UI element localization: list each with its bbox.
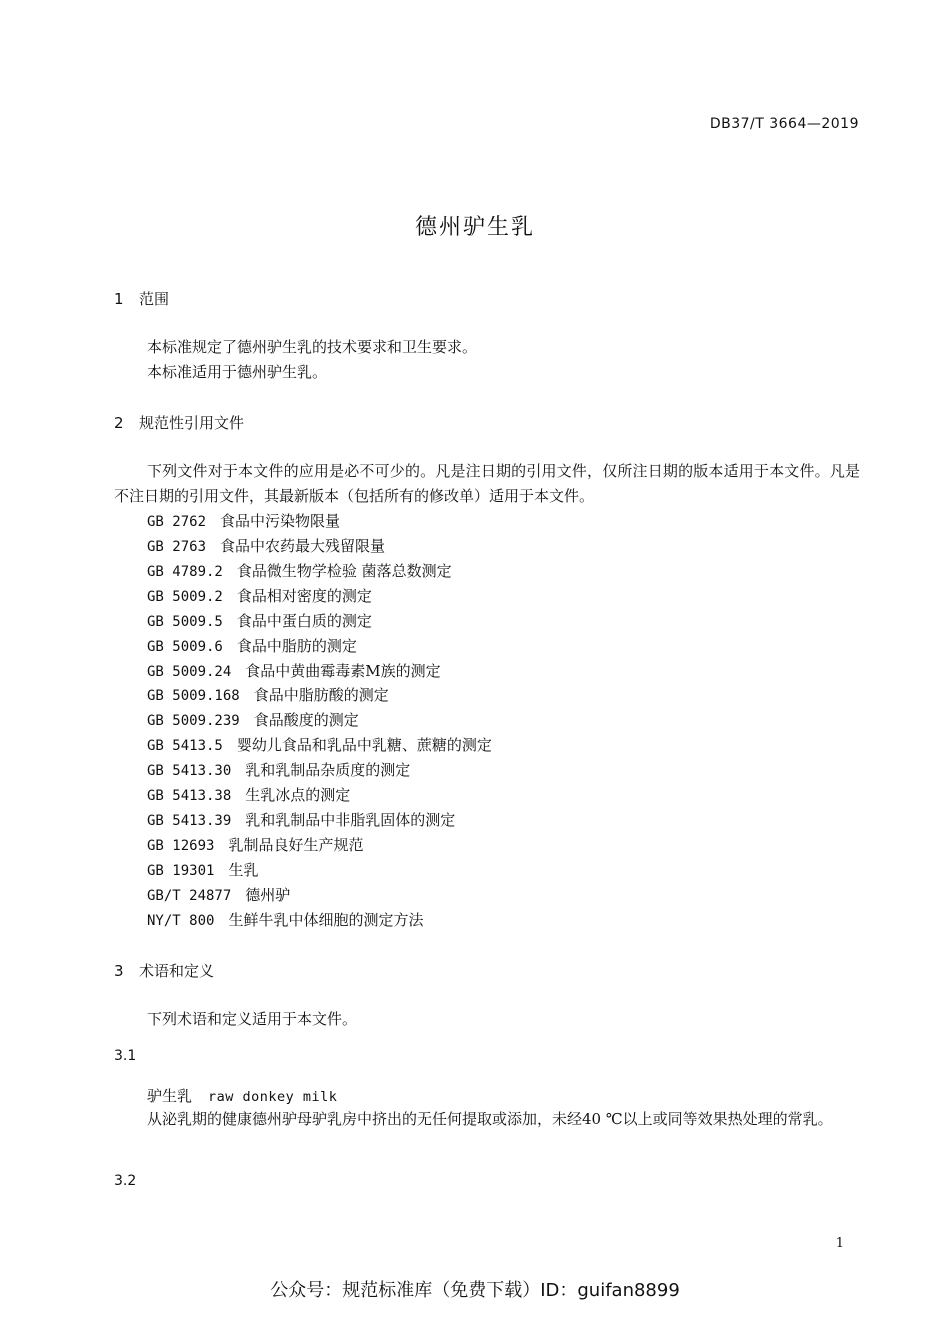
clause-number: 3.2 xyxy=(114,1173,137,1189)
reference-title: 食品酸度的测定 xyxy=(253,711,359,730)
reference-item xyxy=(147,659,492,684)
reference-title: 乳和乳制品中非脂乳固体的测定 xyxy=(245,811,456,830)
scope-paragraph-1: 本标准规定了德州驴生乳的技术要求和卫生要求。 xyxy=(147,338,478,356)
reference-item xyxy=(147,783,492,808)
term-definition: 从泌乳期的健康德州驴母驴乳房中挤出的无任何提取或添加，未经40 ℃以上或同等效果热处理的常乳。 xyxy=(147,1110,833,1128)
term-english: raw donkey milk xyxy=(208,1089,338,1105)
reference-item xyxy=(147,609,492,634)
reference-title: 婴幼儿食品和乳品中乳糖、蔗糖的测定 xyxy=(236,736,492,755)
terms-intro-paragraph: 下列术语和定义适用于本文件。 xyxy=(147,1010,358,1028)
reference-code: GB 5009.2 xyxy=(147,588,223,605)
reference-item xyxy=(147,733,492,758)
reference-code: GB 5413.30 xyxy=(147,763,232,780)
reference-title: 乳和乳制品杂质度的测定 xyxy=(245,761,411,780)
reference-code: GB 19301 xyxy=(147,862,215,879)
reference-item xyxy=(147,634,492,659)
reference-title: 德州驴 xyxy=(245,885,291,904)
term-chinese: 驴生乳 xyxy=(147,1087,193,1105)
reference-title: 生乳 xyxy=(228,860,259,879)
section-3-heading xyxy=(114,960,214,981)
reference-item xyxy=(147,509,492,534)
standard-code: DB37/T 3664—2019 xyxy=(709,116,859,132)
reference-title: 食品中脂肪的测定 xyxy=(236,636,357,655)
reference-code: GB 2762 xyxy=(147,514,207,530)
term-heading xyxy=(147,1085,337,1106)
section-number: 2 xyxy=(114,414,124,432)
reference-title: 食品中污染物限量 xyxy=(220,512,341,530)
reference-title: 食品中黄曲霉毒素M族的测定 xyxy=(245,661,441,680)
section-2-heading xyxy=(114,412,244,433)
scope-paragraph-2: 本标准适用于德州驴生乳。 xyxy=(147,363,328,381)
reference-code: GB 5009.24 xyxy=(147,663,232,680)
reference-title: 食品中农药最大残留限量 xyxy=(220,536,386,555)
reference-title: 生乳冰点的测定 xyxy=(245,786,351,805)
reference-item xyxy=(147,559,492,584)
reference-code: NY/T 800 xyxy=(147,912,215,929)
document-title: 德州驴生乳 xyxy=(414,215,535,240)
reference-code: GB/T 24877 xyxy=(147,887,232,904)
reference-code: GB 5413.39 xyxy=(147,813,232,830)
reference-item xyxy=(147,534,492,559)
reference-item xyxy=(147,858,492,883)
section-title: 规范性引用文件 xyxy=(139,414,245,432)
reference-code: GB 5009.5 xyxy=(147,613,223,630)
reference-code: GB 5009.168 xyxy=(147,688,240,705)
reference-code: GB 5009.6 xyxy=(147,638,223,655)
normative-references-list xyxy=(147,509,492,933)
reference-item xyxy=(147,708,492,733)
reference-code: GB 5009.239 xyxy=(147,713,240,730)
reference-item xyxy=(147,908,492,933)
watermark-text: 公众号：规范标准库（免费下载）ID：guifan8899 xyxy=(270,1280,680,1301)
reference-code: GB 2763 xyxy=(147,538,207,555)
clause-number: 3.1 xyxy=(114,1048,137,1064)
reference-item xyxy=(147,584,492,609)
section-title: 术语和定义 xyxy=(139,962,215,980)
reference-code: GB 12693 xyxy=(147,837,215,854)
reference-item xyxy=(147,833,492,858)
reference-item xyxy=(147,883,492,908)
section-1-heading xyxy=(114,288,169,309)
reference-title: 乳制品良好生产规范 xyxy=(228,835,364,854)
reference-code: GB 5413.38 xyxy=(147,788,232,805)
page-number: 1 xyxy=(835,1236,844,1251)
reference-code: GB 4789.2 xyxy=(147,563,223,580)
reference-code: GB 5413.5 xyxy=(147,738,223,755)
reference-title: 食品中脂肪酸的测定 xyxy=(253,686,389,705)
reference-title: 食品中蛋白质的测定 xyxy=(236,611,372,630)
reference-item xyxy=(147,758,492,783)
references-intro-paragraph: 下列文件对于本文件的应用是必不可少的。凡是注日期的引用文件，仅所注日期的版本适用于本文件。凡是不注日期的引用文件，其最新版本（包括所有的修改单）适用于本文件。 xyxy=(114,462,860,505)
reference-title: 食品相对密度的测定 xyxy=(236,586,372,605)
section-number: 1 xyxy=(114,290,124,308)
reference-item xyxy=(147,808,492,833)
reference-item xyxy=(147,683,492,708)
section-title: 范围 xyxy=(139,290,170,308)
section-number: 3 xyxy=(114,962,124,980)
reference-title: 食品微生物学检验 菌落总数测定 xyxy=(236,561,452,580)
reference-title: 生鲜牛乳中体细胞的测定方法 xyxy=(228,910,424,929)
